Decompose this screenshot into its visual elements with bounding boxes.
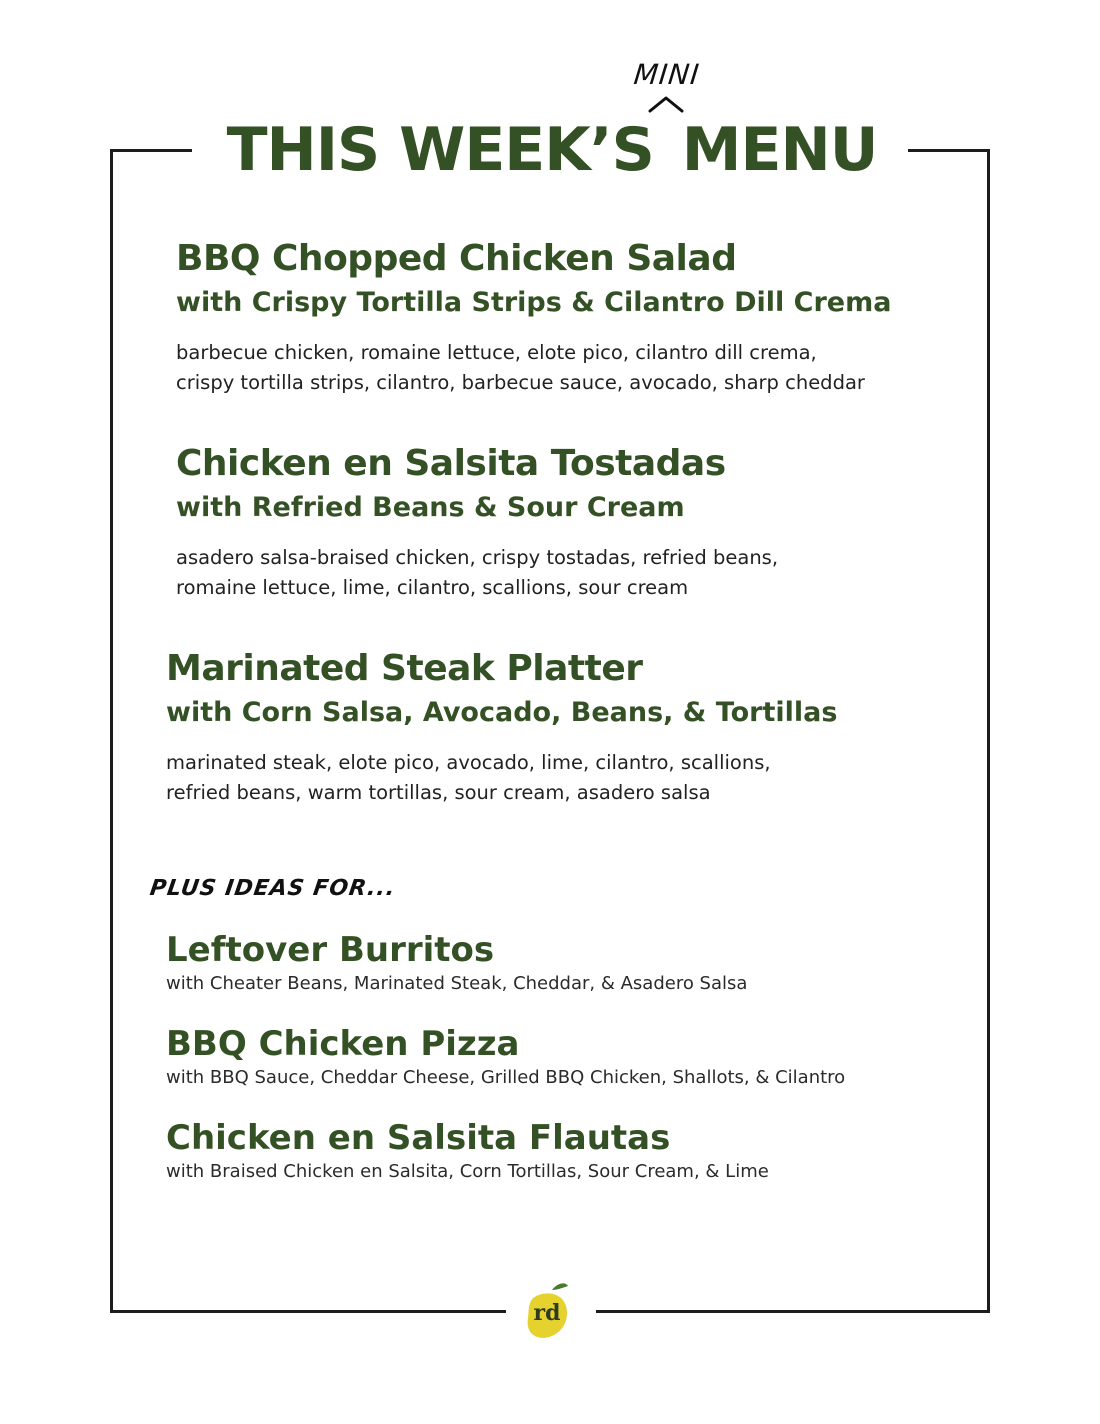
idea-item-subtitle: with Braised Chicken en Salsita, Corn Tortillas, Sour Cream, & Lime [166,1161,769,1182]
idea-item-name: BBQ Chicken Pizza [166,1024,520,1064]
menu-item-subtitle: with Corn Salsa, Avocado, Beans, & Tortillas [166,697,838,728]
idea-item-name: Chicken en Salsita Flautas [166,1118,671,1158]
idea-item-name: Leftover Burritos [166,930,495,970]
menu-item [176,441,778,603]
idea-item [166,1023,845,1091]
menu-item-name: Chicken en Salsita Tostadas [176,443,726,484]
menu-item-ingredients: asadero salsa-braised chicken, crispy tostadas, refried beans, romaine lettuce, lime, cilantro, scallions, sour cream [176,546,779,599]
menu-item-name: Marinated Steak Platter [166,648,643,689]
menu-item-name: BBQ Chopped Chicken Salad [176,238,737,279]
frame-left [110,149,113,1313]
menu-item-ingredients: marinated steak, elote pico, avocado, lime, cilantro, scallions, refried beans, warm tortillas, sour cream, asadero salsa [166,751,771,804]
menu-item [166,646,837,808]
page-title [196,108,908,192]
frame-top-left [110,149,192,152]
frame-right [987,149,990,1313]
frame-bottom-left [110,1310,506,1313]
title-left: THIS WEEK’S [226,115,654,185]
menu-item-ingredients: barbecue chicken, romaine lettuce, elote pico, cilantro dill crema, crispy tortilla strips, cilantro, barbecue sauce, avocado, sharp cheddar [176,341,865,394]
idea-item [166,929,747,997]
frame-bottom-right [596,1310,990,1313]
lemon-logo-icon [522,1278,572,1340]
frame-top-right [906,149,990,152]
menu-item-subtitle: with Refried Beans & Sour Cream [176,492,685,523]
idea-item [166,1117,769,1185]
logo-text: rd [533,1300,561,1326]
ideas-heading: PLUS IDEAS FOR... [148,876,398,901]
title-right: MENU [681,115,878,185]
insert-caret-icon [647,94,685,114]
idea-item-subtitle: with Cheater Beans, Marinated Steak, Cheddar, & Asadero Salsa [166,973,748,994]
menu-item [176,236,891,398]
mini-insert-note: MINI [632,58,702,91]
idea-item-subtitle: with BBQ Sauce, Cheddar Cheese, Grilled BBQ Chicken, Shallots, & Cilantro [166,1067,846,1088]
menu-item-subtitle: with Crispy Tortilla Strips & Cilantro Dill Crema [176,287,892,318]
